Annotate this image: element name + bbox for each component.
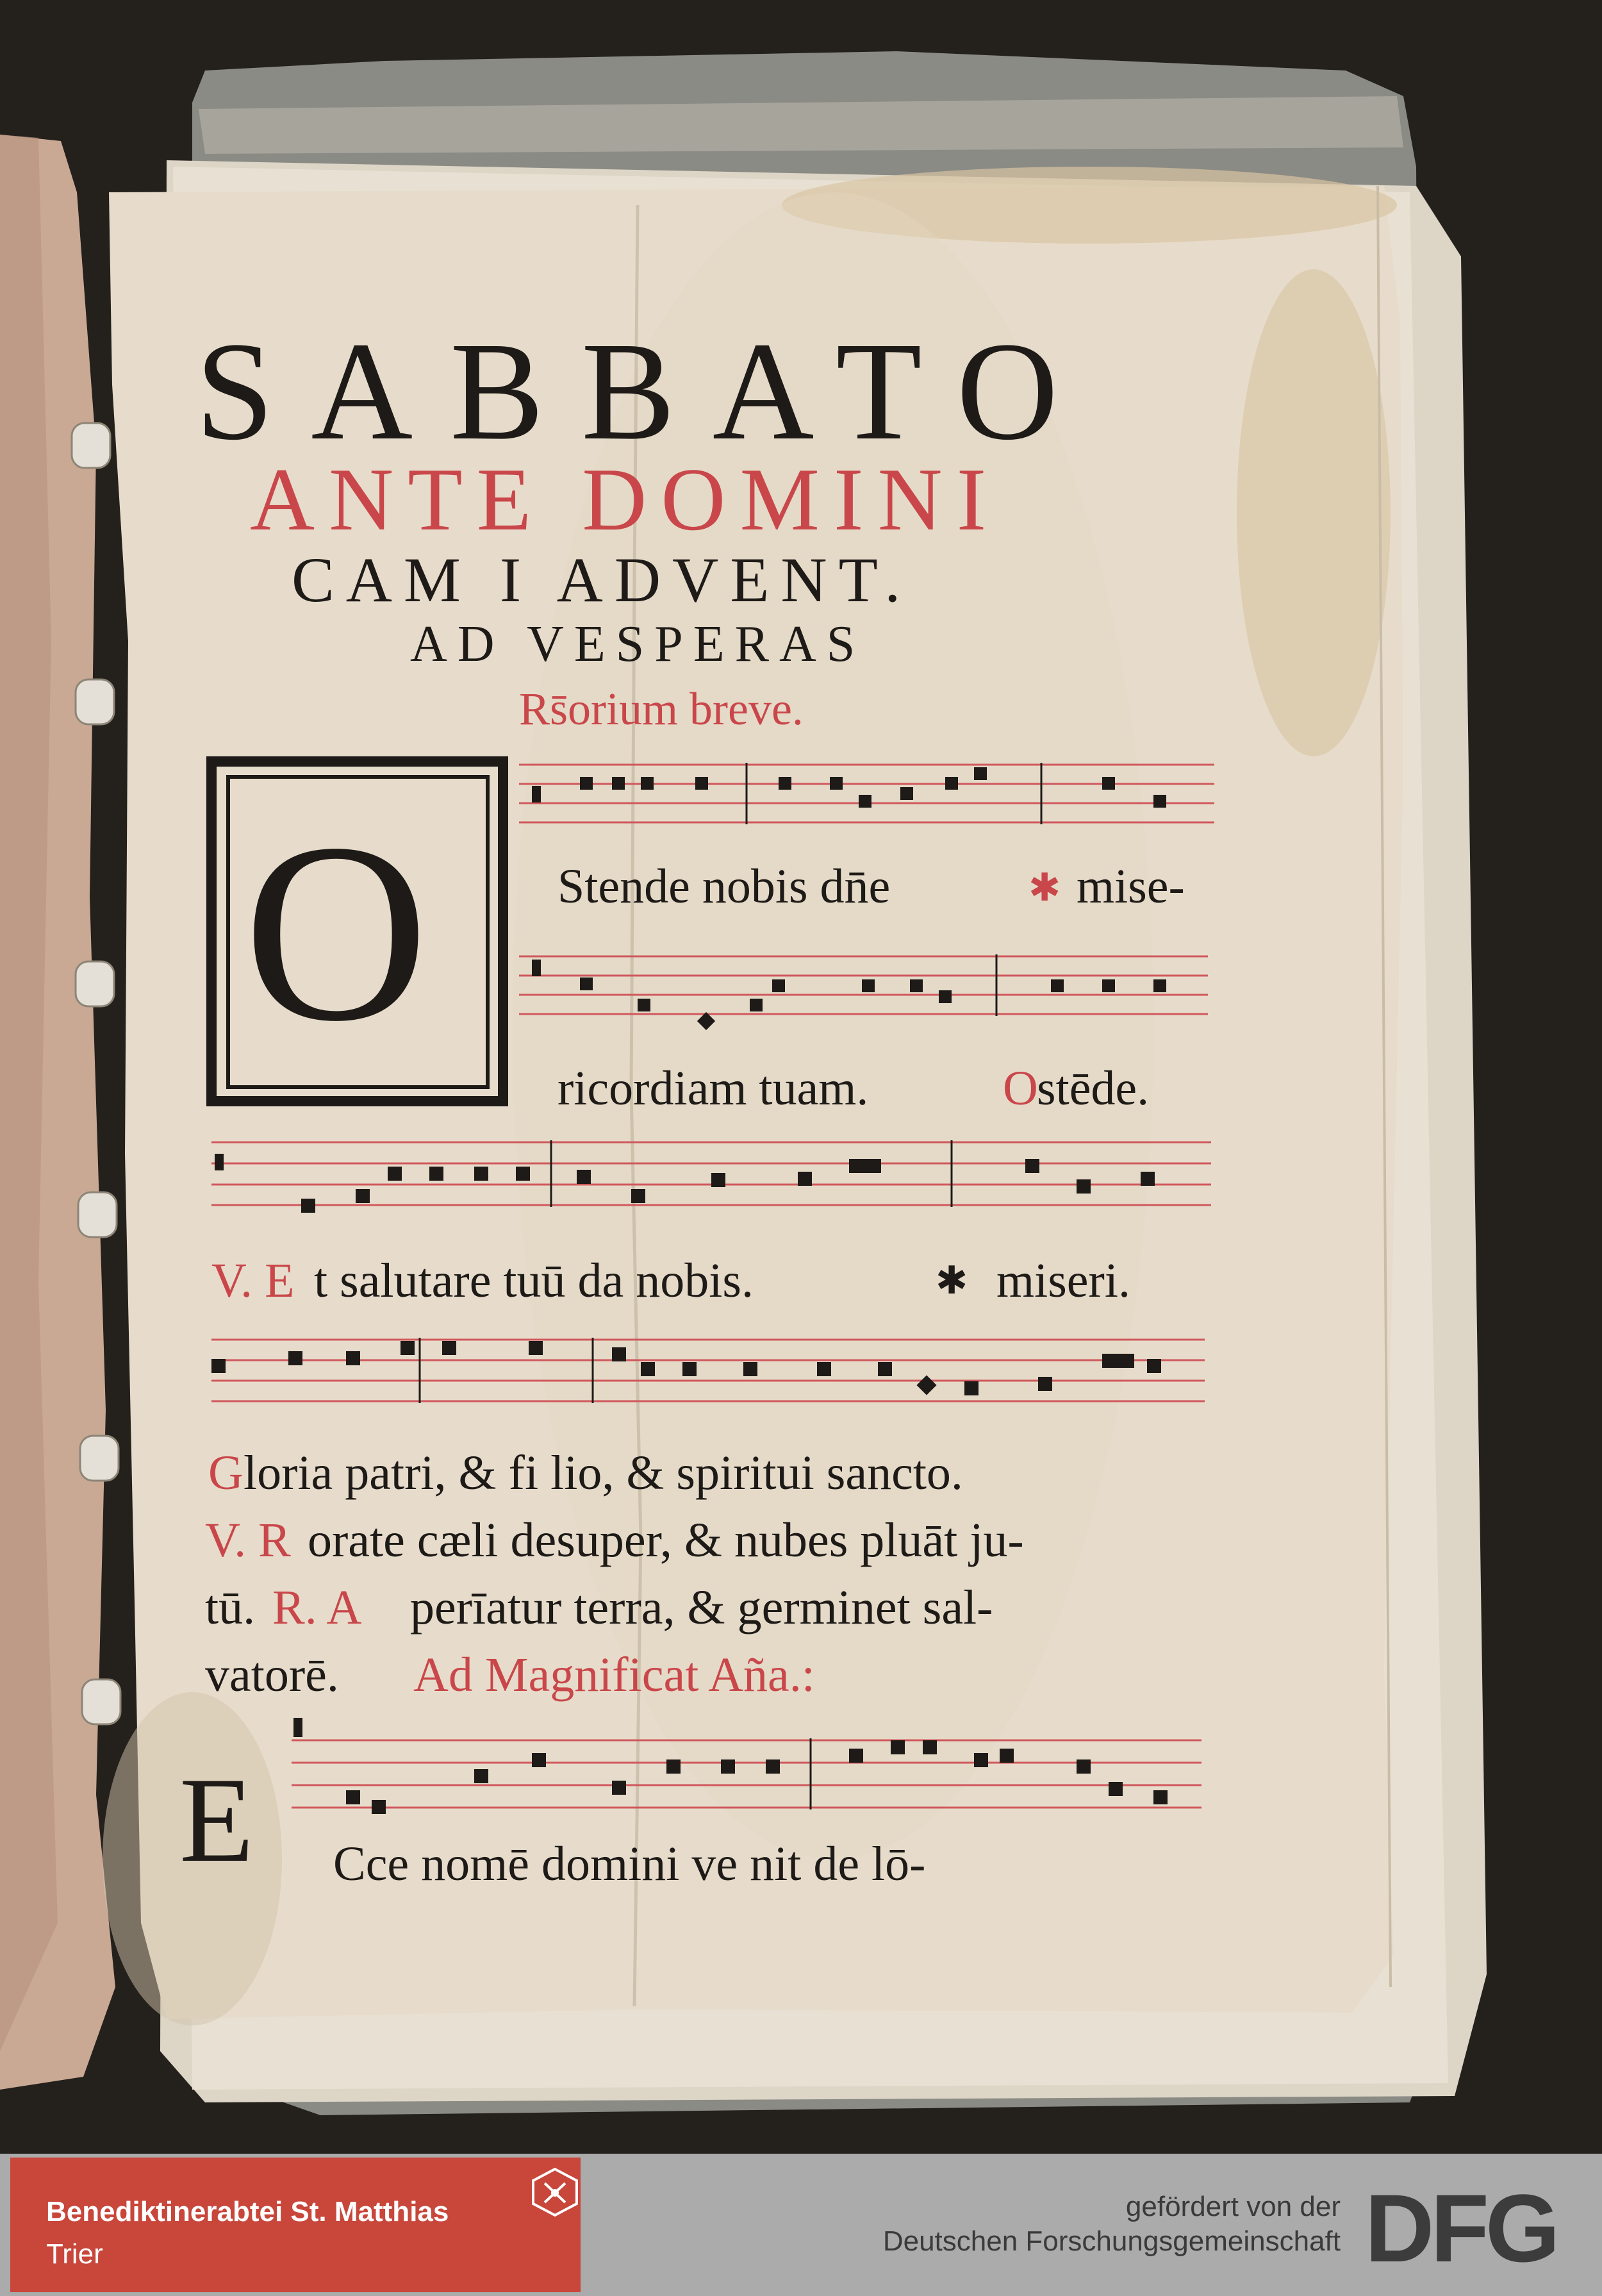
institution-name: Benediktinerabtei St. Matthias (46, 2196, 449, 2227)
title-line-3: CAM I ADVENT. (292, 544, 912, 615)
chant-text-line-6-start: tū. (205, 1581, 256, 1635)
chant-text-line-5: orate cæli desuper, & nubes pluāt ju- (308, 1513, 1024, 1567)
rubric-responsorium: Rs̄orium breve. (519, 683, 804, 735)
asterisk-1: ✱ (1028, 867, 1061, 909)
chant-text-line-7: vatorē. (205, 1648, 339, 1702)
chant-text-line-2-initial: O (1003, 1061, 1038, 1115)
title-line-1: SABBATO (195, 313, 1096, 469)
chant-text-line-3-versicle: V. E (211, 1254, 295, 1308)
rubric-magnificat: Ad Magnificat Aña.: (413, 1648, 815, 1702)
chant-text-line-1-end: mise- (1077, 860, 1185, 913)
funding-line-1: gefördert von der (1125, 2191, 1341, 2222)
asterisk-2: ✱ (936, 1260, 968, 1302)
chant-text-line-6: perīatur terra, & germinet sal- (410, 1581, 993, 1635)
funding-line-2: Deutschen Forschungsgemeinschaft (882, 2225, 1341, 2257)
institution-panel[interactable] (10, 2158, 581, 2292)
chant-text-line-1: Stende nobis dn̄e (557, 860, 891, 913)
abbey-crest-icon (529, 2167, 581, 2218)
footer-bar (0, 2154, 1602, 2296)
initial-e: E (179, 1753, 254, 1888)
chant-text-line-2-end: stēde. (1037, 1061, 1150, 1115)
chant-text-line-3-end: miseri. (996, 1254, 1130, 1308)
chant-text-line-3: t salutare tuū da nobis. (314, 1254, 754, 1308)
chant-text-line-8: Cce nomē domini ve nit de lō- (333, 1837, 926, 1891)
chant-text-line-5-versicle: V. R (205, 1513, 291, 1567)
chant-text-line-4: loria patri, & fi lio, & spiritui sancto. (244, 1446, 963, 1500)
dfg-logo[interactable] (1365, 2186, 1583, 2269)
chant-text-line-6-response: R. A (272, 1581, 362, 1635)
title-line-4: AD VESPERAS (410, 616, 866, 672)
institution-city: Trier (46, 2238, 103, 2270)
initial-o: O (244, 790, 429, 1074)
dfg-logo-text: DFG (1365, 2186, 1557, 2269)
title-line-2: ANTE DOMINI (250, 450, 1001, 549)
chant-text-line-2: ricordiam tuam. (557, 1061, 869, 1115)
chant-text-line-4-initial: G (208, 1446, 244, 1500)
